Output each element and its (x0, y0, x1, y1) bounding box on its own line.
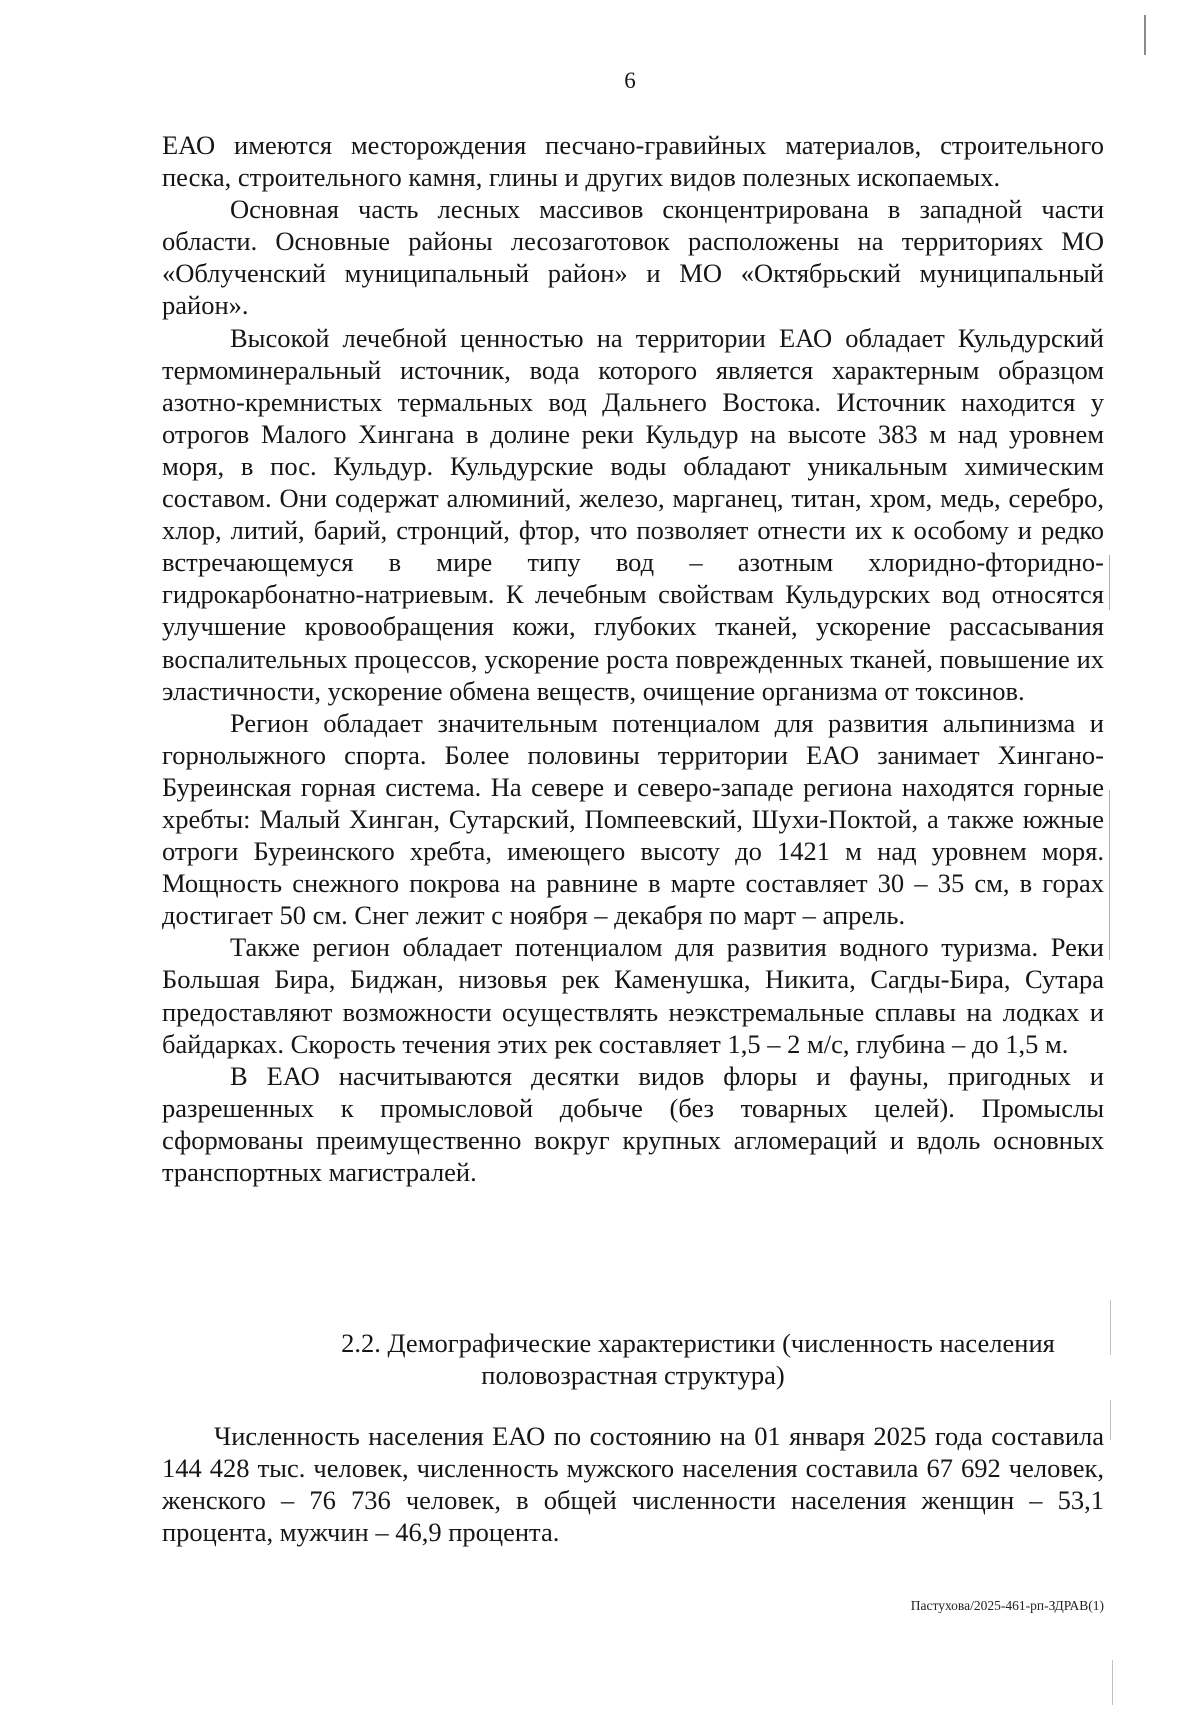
section-heading-line-2: половозрастная структура) (481, 1360, 785, 1391)
scan-edge-mark-right-3 (1110, 1300, 1111, 1355)
scan-edge-mark-top (1144, 15, 1146, 55)
scan-edge-mark-bottom (1112, 1660, 1113, 1705)
paragraph-flora-fauna: В ЕАО насчитываются десятки видов флоры и фауны, пригодных и разрешенных к промысловой добыче (без товарных целей). Промыслы сформованы преимущественно вокруг крупных агломераций и вдоль основных транспортных магистралей. (162, 1060, 1104, 1187)
section-heading-line-1: 2.2. Демографические характеристики (численность населения (341, 1328, 1055, 1358)
paragraph-mountain-sports: Регион обладает значительным потенциалом для развития альпинизма и горнолыжного спорта. Более половины территории ЕАО занимает Хингано-Буреинская горная система. На севере и северо-западе региона находятся горные хребты: Малый Хинган, Сутарский, Помпеевский, Шухи-Поктой, а также южные отроги Буреинского хребта, имеющего высоту до 1421 м над уровнем моря. Мощность снежного покрова на равнине в марте составляет 30 – 35 см, в горах достигает 50 см. Снег лежит с ноября – декабря по март – апрель. (162, 707, 1104, 931)
paragraph-population: Численность населения ЕАО по состоянию на 01 января 2025 года составила 144 428 тыс. человек, численность мужского населения составила 67 692 человек, женского – 76 736 человек, в общей численности населения женщин – 53,1 процента, мужчин – 46,9 процента. (162, 1421, 1104, 1548)
section-heading (162, 1327, 1104, 1391)
body-text (162, 129, 1104, 1188)
page-number: 6 (624, 68, 636, 93)
scan-edge-mark-right-1 (1109, 555, 1110, 610)
scan-edge-mark-right-4 (1110, 1400, 1111, 1440)
paragraph-water-tourism: Также регион обладает потенциалом для развития водного туризма. Реки Большая Бира, Биджан, низовья рек Каменушка, Никита, Сагды-Бира, Сутара предоставляют возможности осуществлять неэкстремальные сплавы на лодках и байдарках. Скорость течения этих рек составляет 1,5 – 2 м/с, глубина – до 1,5 м. (162, 932, 1104, 1059)
paragraph-forests: Основная часть лесных массивов сконцентрирована в западной части области. Основные районы лесозаготовок расположены на территориях МО «Облученский муниципальный район» и МО «Октябрьский муниципальный район». (162, 194, 1104, 321)
paragraph-deposits: ЕАО имеются месторождения песчано-гравийных материалов, строительного песка, строительного камня, глины и других видов полезных ископаемых. (162, 130, 1104, 193)
scan-edge-mark-right-2 (1109, 790, 1110, 960)
paragraph-kuldur-spring: Высокой лечебной ценностью на территории ЕАО обладает Кульдурский термоминеральный источник, вода которого является характерным образцом азотно-кремнистых термальных вод Дальнего Востока. Источник находится у отрогов Малого Хингана в долине реки Кульдур на высоте 383 м над уровнем моря, в пос. Кульдур. Кульдурские воды обладают уникальным химическим составом. Они содержат алюминий, железо, марганец, титан, хром, медь, серебро, хлор, литий, барий, стронций, фтор, что позволяет отнести их к особому и редко встречающемуся в мире типу вод – азотным хлоридно-фторидно-гидрокарбонатно-натриевым. К лечебным свойствам Кульдурских вод относятся улучшение кровообращения кожи, глубоких тканей, ускорение рассасывания воспалительных процессов, ускорение роста поврежденных тканей, повышение их эластичности, ускорение обмена веществ, очищение организма от токсинов. (162, 322, 1104, 706)
document-reference-footer: Пастухова/2025-461-рп-ЗДРАВ(1) (910, 1598, 1104, 1613)
population-text (162, 1420, 1104, 1548)
